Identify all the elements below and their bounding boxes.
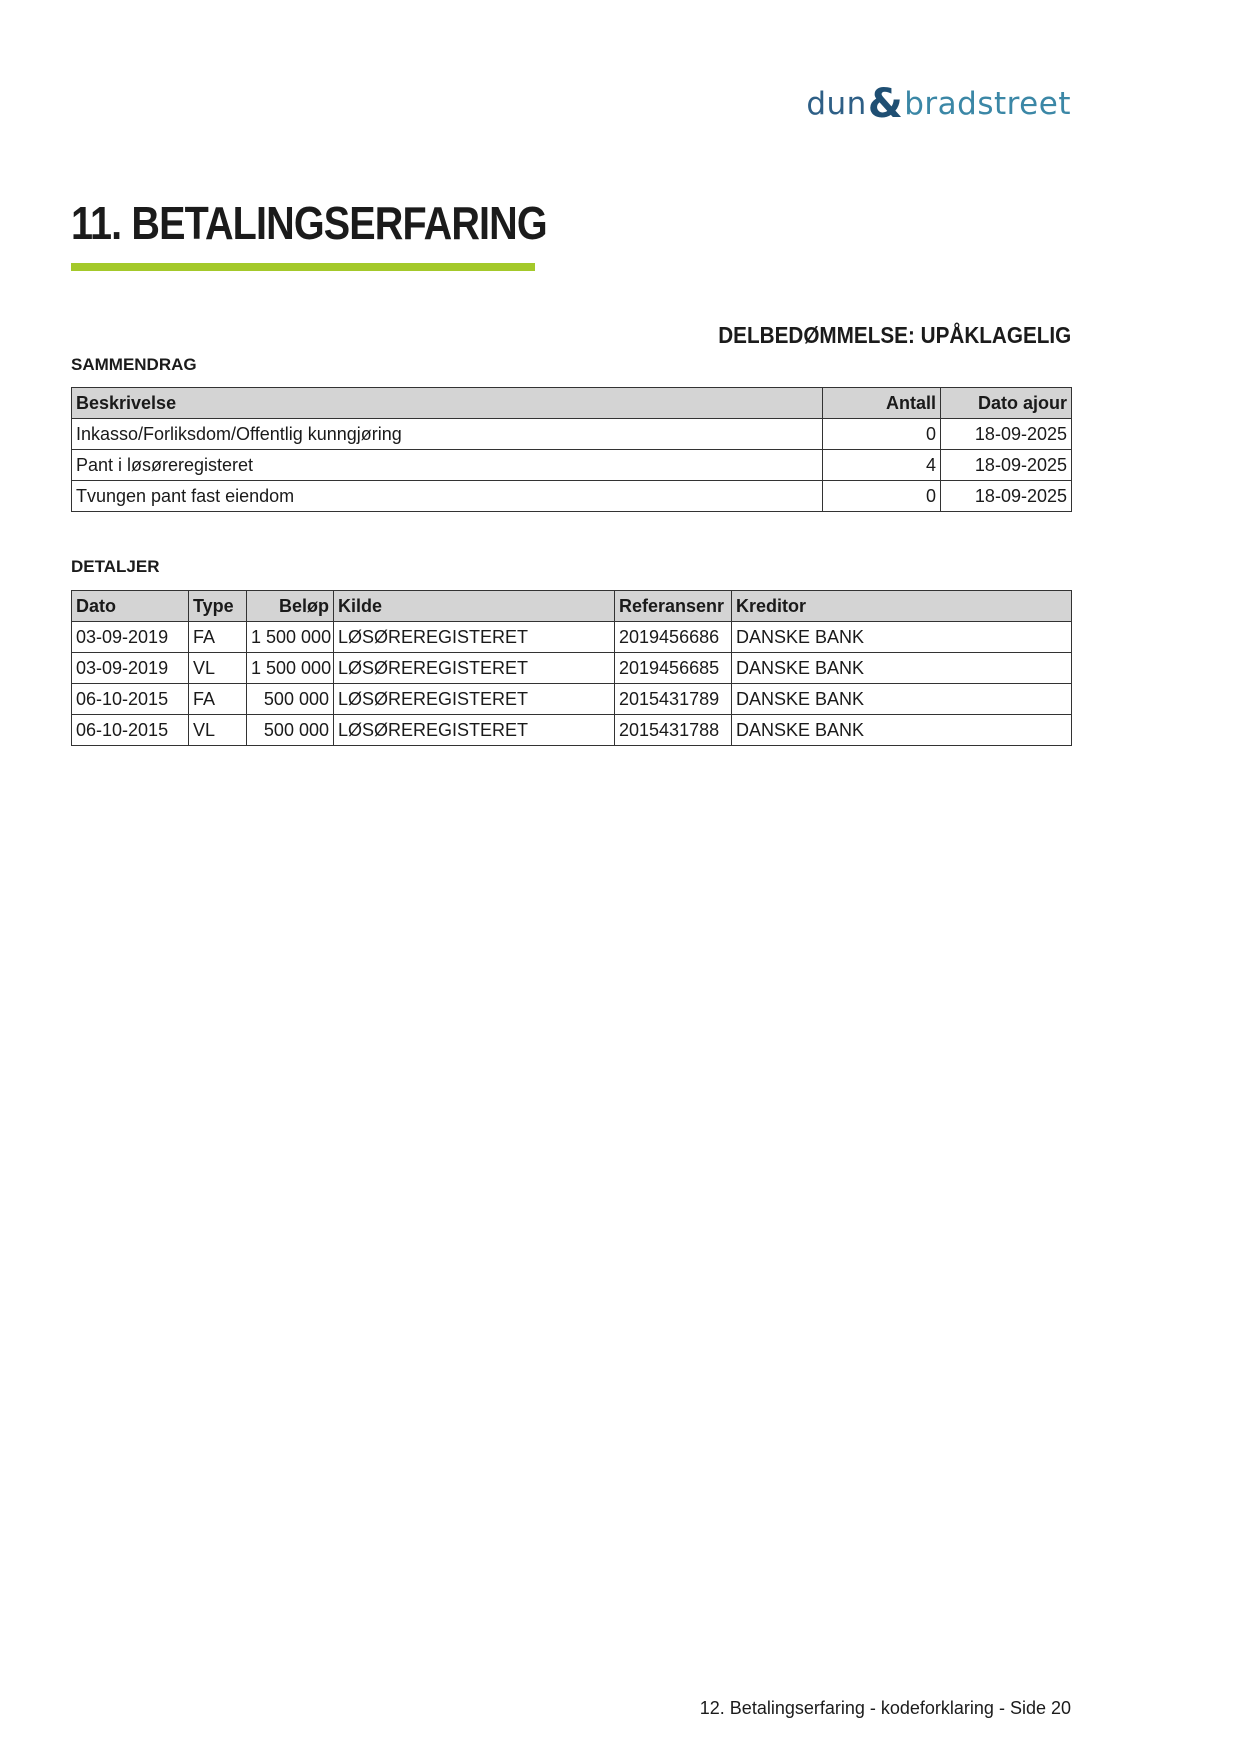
cell-dato-ajour: 18-09-2025 — [941, 450, 1072, 481]
logo-text-bradstreet: bradstreet — [904, 86, 1071, 122]
cell-antall: 0 — [823, 481, 941, 512]
cell-dato: 03-09-2019 — [72, 622, 189, 653]
logo-ampersand: & — [867, 81, 904, 127]
table-row — [72, 684, 1072, 715]
page-footer: 12. Betalingserfaring - kodeforklaring - Side 20 — [699, 1698, 1071, 1718]
table-row — [72, 622, 1072, 653]
col-header-beskrivelse: Beskrivelse — [72, 388, 823, 419]
col-header-dato-ajour: Dato ajour — [941, 388, 1072, 419]
summary-label: SAMMENDRAG — [71, 355, 197, 374]
col-header-type: Type — [189, 591, 247, 622]
col-header-belop: Beløp — [247, 591, 334, 622]
cell-type: VL — [189, 715, 247, 746]
col-header-kilde: Kilde — [334, 591, 615, 622]
details-header-row — [72, 591, 1072, 622]
cell-kreditor: DANSKE BANK — [732, 653, 1072, 684]
cell-belop: 1 500 000 — [247, 622, 334, 653]
cell-kilde: LØSØREREGISTERET — [334, 622, 615, 653]
table-row — [72, 450, 1072, 481]
summary-table — [71, 387, 1072, 512]
logo-text-dun: dun — [806, 86, 867, 122]
cell-type: FA — [189, 622, 247, 653]
summary-header-row — [72, 388, 1072, 419]
table-row — [72, 653, 1072, 684]
cell-referansenr: 2015431788 — [615, 715, 732, 746]
cell-kilde: LØSØREREGISTERET — [334, 684, 615, 715]
cell-beskrivelse: Pant i løsøreregisteret — [72, 450, 823, 481]
cell-dato: 06-10-2015 — [72, 684, 189, 715]
cell-dato-ajour: 18-09-2025 — [941, 419, 1072, 450]
cell-belop: 500 000 — [247, 715, 334, 746]
cell-referansenr: 2019456686 — [615, 622, 732, 653]
cell-dato-ajour: 18-09-2025 — [941, 481, 1072, 512]
cell-beskrivelse: Tvungen pant fast eiendom — [72, 481, 823, 512]
table-row — [72, 481, 1072, 512]
cell-belop: 500 000 — [247, 684, 334, 715]
details-label: DETALJER — [71, 557, 160, 576]
table-row — [72, 715, 1072, 746]
table-row — [72, 419, 1072, 450]
cell-beskrivelse: Inkasso/Forliksdom/Offentlig kunngjøring — [72, 419, 823, 450]
cell-kilde: LØSØREREGISTERET — [334, 653, 615, 684]
cell-type: FA — [189, 684, 247, 715]
col-header-referansenr: Referansenr — [615, 591, 732, 622]
cell-referansenr: 2019456685 — [615, 653, 732, 684]
col-header-kreditor: Kreditor — [732, 591, 1072, 622]
cell-dato: 03-09-2019 — [72, 653, 189, 684]
cell-dato: 06-10-2015 — [72, 715, 189, 746]
cell-antall: 0 — [823, 419, 941, 450]
cell-antall: 4 — [823, 450, 941, 481]
cell-referansenr: 2015431789 — [615, 684, 732, 715]
cell-belop: 1 500 000 — [247, 653, 334, 684]
cell-kreditor: DANSKE BANK — [732, 684, 1072, 715]
title-underline — [71, 263, 535, 271]
dun-bradstreet-logo — [806, 78, 1071, 127]
cell-kilde: LØSØREREGISTERET — [334, 715, 615, 746]
col-header-antall: Antall — [823, 388, 941, 419]
details-table — [71, 590, 1072, 746]
col-header-dato: Dato — [72, 591, 189, 622]
rating-heading: DELBEDØMMELSE: UPÅKLAGELIG — [717, 322, 1071, 348]
cell-kreditor: DANSKE BANK — [732, 715, 1072, 746]
page-title: 11. BETALINGSERFARING — [71, 197, 547, 249]
cell-kreditor: DANSKE BANK — [732, 622, 1072, 653]
cell-type: VL — [189, 653, 247, 684]
